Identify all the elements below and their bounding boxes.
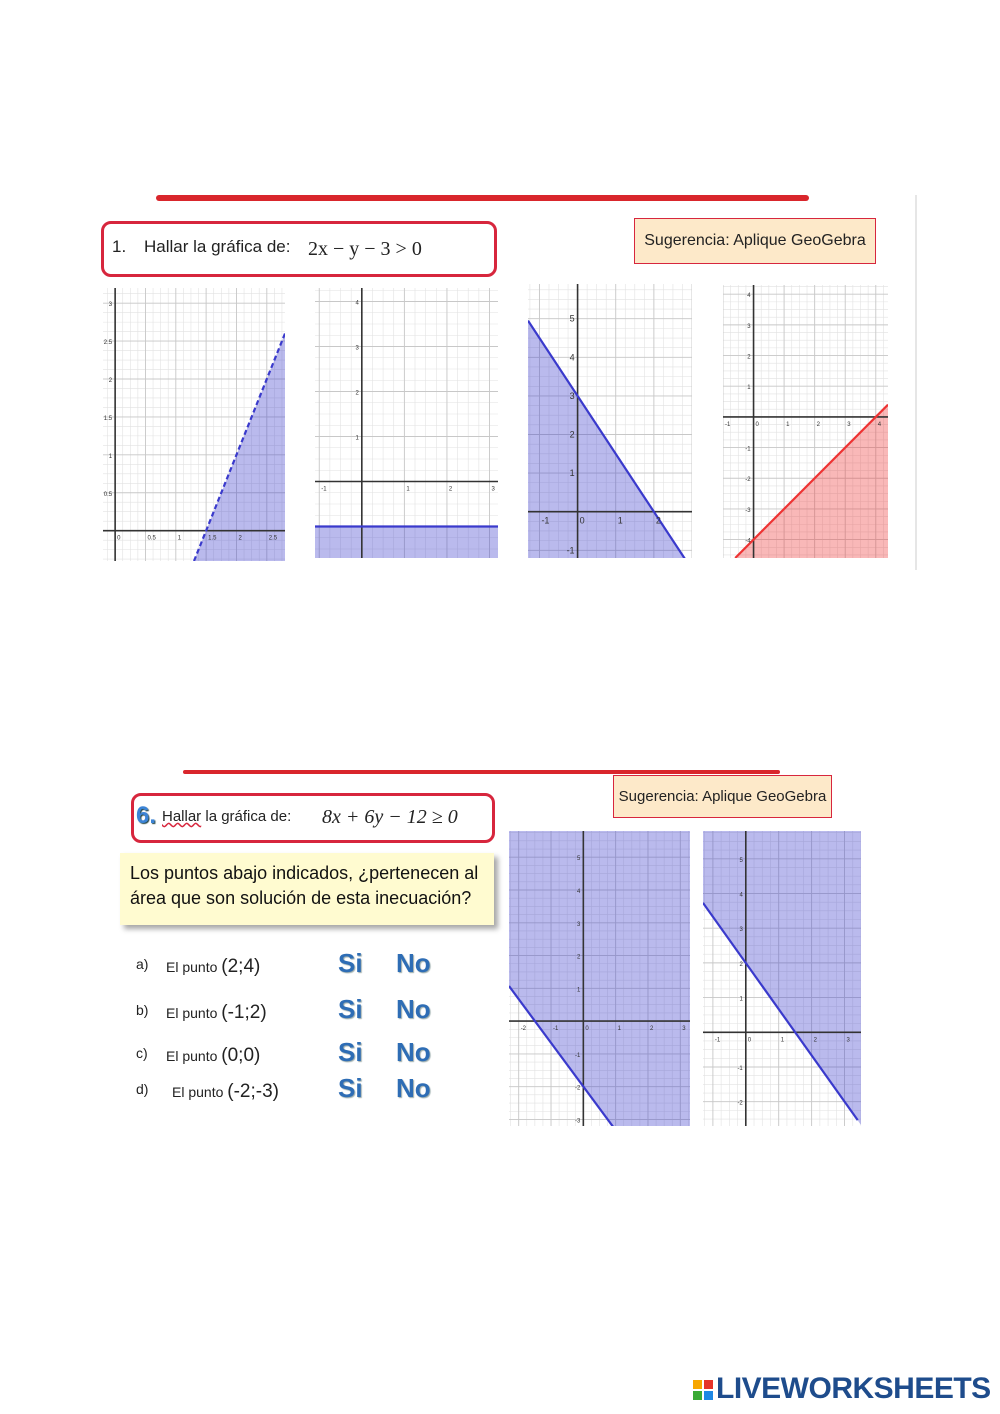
y-tick-label: 1 xyxy=(739,996,743,1003)
x-tick-label: -1 xyxy=(553,1026,559,1033)
x-tick-label: -1 xyxy=(725,421,731,428)
x-tick-label: -2 xyxy=(520,1026,527,1033)
logo-square xyxy=(704,1391,713,1400)
y-tick-label: 3 xyxy=(569,390,575,401)
option-row-c xyxy=(136,1037,456,1067)
y-tick-label: 1 xyxy=(747,385,751,392)
y-tick-label: 2 xyxy=(747,354,751,361)
y-tick-label: -4 xyxy=(745,538,751,545)
option-letter: b) xyxy=(136,1002,149,1018)
x-tick-label: 3 xyxy=(847,421,851,428)
y-tick-label: -3 xyxy=(745,507,751,514)
option-row-b xyxy=(136,994,456,1024)
graph-option-1[interactable] xyxy=(103,288,285,561)
exercise1-equation: 2x − y − 3 > 0 xyxy=(308,238,422,260)
answer-no-b[interactable]: No xyxy=(396,994,431,1024)
y-tick-label: 0.5 xyxy=(103,491,113,498)
y-tick-label: 5 xyxy=(576,856,581,863)
x-tick-label: 3 xyxy=(682,1026,686,1033)
y-tick-label: -2 xyxy=(745,477,751,484)
solution-region xyxy=(315,527,498,559)
exercise6-equation: 8x + 6y − 12 ≥ 0 xyxy=(322,806,458,828)
y-tick-label: 1 xyxy=(569,468,575,479)
exercise6-prompt-rest: la gráfica de: xyxy=(201,808,292,825)
x-tick-label: 4 xyxy=(877,421,882,428)
page-frame-line xyxy=(915,195,917,570)
y-tick-label: 4 xyxy=(569,352,575,363)
answer-si-d[interactable]: Si xyxy=(338,1073,363,1103)
y-tick-label: 4 xyxy=(739,892,743,899)
y-tick-label: 5 xyxy=(569,313,575,324)
y-tick-label: 4 xyxy=(355,300,359,307)
option-letter: a) xyxy=(136,956,149,972)
exercise1-title-box xyxy=(101,221,497,277)
x-tick-label: 0.5 xyxy=(147,535,156,542)
x-tick-label: 2 xyxy=(655,515,661,526)
y-tick-label: -1 xyxy=(737,1066,743,1072)
option-label xyxy=(166,956,260,978)
y-tick-label: 3 xyxy=(739,927,743,934)
x-tick-label: 1 xyxy=(406,486,410,493)
x-tick-label: 1 xyxy=(780,1037,785,1044)
y-tick-label: 2 xyxy=(569,429,575,440)
x-tick-label: 2 xyxy=(448,486,453,493)
y-tick-label: -1 xyxy=(745,446,751,453)
top-divider-bar xyxy=(156,195,809,201)
x-tick-label: -1 xyxy=(541,515,550,526)
x-tick-label: 2 xyxy=(238,535,242,542)
y-tick-label: -1 xyxy=(566,545,575,556)
answer-no-d[interactable]: No xyxy=(396,1073,431,1103)
x-tick-label: 0 xyxy=(579,515,585,526)
y-tick-label: -1 xyxy=(574,1052,581,1059)
x-tick-label: 1.5 xyxy=(208,535,217,542)
x-tick-label: 1 xyxy=(177,535,182,542)
answer-no-a[interactable]: No xyxy=(396,948,431,978)
x-tick-label: 2 xyxy=(816,421,821,428)
option-point: (-1;2) xyxy=(221,1002,267,1023)
graph6-option-1[interactable] xyxy=(509,831,690,1126)
answer-no-c[interactable]: No xyxy=(396,1037,431,1067)
option-letter: d) xyxy=(136,1081,149,1097)
y-tick-label: 2 xyxy=(576,954,581,961)
exercise1-prompt: Hallar la gráfica de: xyxy=(144,237,291,256)
x-tick-label: 3 xyxy=(491,486,495,493)
x-tick-label: 2.5 xyxy=(268,535,278,542)
y-tick-label: 2 xyxy=(739,961,743,968)
x-tick-label: 1 xyxy=(617,515,623,526)
exercise1-hint: Sugerencia: Aplique GeoGebra xyxy=(634,218,876,264)
option-row-d xyxy=(136,1073,456,1103)
x-tick-label: 0 xyxy=(117,535,121,542)
x-tick-label: 1 xyxy=(786,421,790,428)
exercise6-number: 6. xyxy=(136,802,157,829)
graph-option-4[interactable] xyxy=(723,285,888,558)
option-row-a xyxy=(136,948,456,978)
y-tick-label: -2 xyxy=(574,1085,581,1092)
y-tick-label: 4 xyxy=(747,293,751,300)
y-tick-label: 3 xyxy=(108,302,113,309)
graph-option-2[interactable] xyxy=(315,288,498,558)
y-tick-label: 1.5 xyxy=(103,415,113,422)
logo-square xyxy=(693,1380,702,1389)
option-point: (2;4) xyxy=(221,956,261,977)
x-tick-label: -1 xyxy=(321,486,327,493)
option-label-text: El punto xyxy=(166,1048,218,1064)
x-tick-label: 2 xyxy=(649,1026,654,1033)
y-tick-label: 2.5 xyxy=(103,340,113,347)
y-tick-label: 2 xyxy=(108,378,113,384)
answer-si-c[interactable]: Si xyxy=(338,1037,363,1067)
x-tick-label: 0 xyxy=(747,1037,752,1044)
y-tick-label: 5 xyxy=(739,857,743,864)
y-tick-label: -3 xyxy=(574,1118,581,1125)
brand-logo-icon xyxy=(693,1380,713,1400)
y-tick-label: 4 xyxy=(576,889,581,895)
brand-name[interactable]: LIVEWORKSHEETS xyxy=(716,1372,991,1405)
plot-background xyxy=(315,288,498,558)
y-tick-label: 1 xyxy=(355,435,359,442)
exercise6-title-box xyxy=(131,793,495,843)
y-tick-label: -2 xyxy=(737,1100,743,1107)
option-label-text: El punto xyxy=(172,1084,224,1100)
y-tick-label: 3 xyxy=(576,921,581,928)
logo-square xyxy=(693,1391,702,1400)
x-tick-label: 0 xyxy=(755,421,759,428)
second-divider-bar xyxy=(183,770,780,774)
exercise6-question: Los puntos abajo indicados, ¿pertenecen al área que son solución de esta inecuación? xyxy=(120,853,494,925)
x-tick-label: 2 xyxy=(813,1037,817,1044)
option-label xyxy=(172,1081,279,1103)
logo-square xyxy=(704,1380,713,1389)
answer-si-a[interactable]: Si xyxy=(338,948,363,978)
graph-option-3[interactable] xyxy=(528,284,692,558)
x-tick-label: 0 xyxy=(585,1026,589,1033)
option-label-text: El punto xyxy=(166,959,218,975)
option-letter: c) xyxy=(136,1045,148,1061)
option-point: (0;0) xyxy=(221,1045,261,1066)
y-tick-label: 2 xyxy=(355,390,359,397)
answer-si-b[interactable]: Si xyxy=(338,994,363,1024)
x-tick-label: -1 xyxy=(714,1037,721,1044)
x-tick-label: 3 xyxy=(846,1037,850,1044)
option-label-text: El punto xyxy=(166,1005,218,1021)
graph6-option-2[interactable] xyxy=(703,831,861,1126)
x-tick-label: 1 xyxy=(617,1026,622,1033)
y-tick-label: 3 xyxy=(355,345,359,352)
y-tick-label: 1 xyxy=(576,987,581,994)
exercise6-prompt xyxy=(162,808,291,825)
exercise6-hint: Sugerencia: Aplique GeoGebra xyxy=(613,775,832,818)
option-label xyxy=(166,1045,260,1067)
exercise6-prompt-word: Hallar xyxy=(162,808,202,825)
exercise1-number: 1. xyxy=(112,237,127,256)
option-point: (-2;-3) xyxy=(227,1081,279,1102)
y-tick-label: 3 xyxy=(747,323,751,330)
option-label xyxy=(166,1002,267,1024)
y-tick-label: 1 xyxy=(108,453,113,460)
